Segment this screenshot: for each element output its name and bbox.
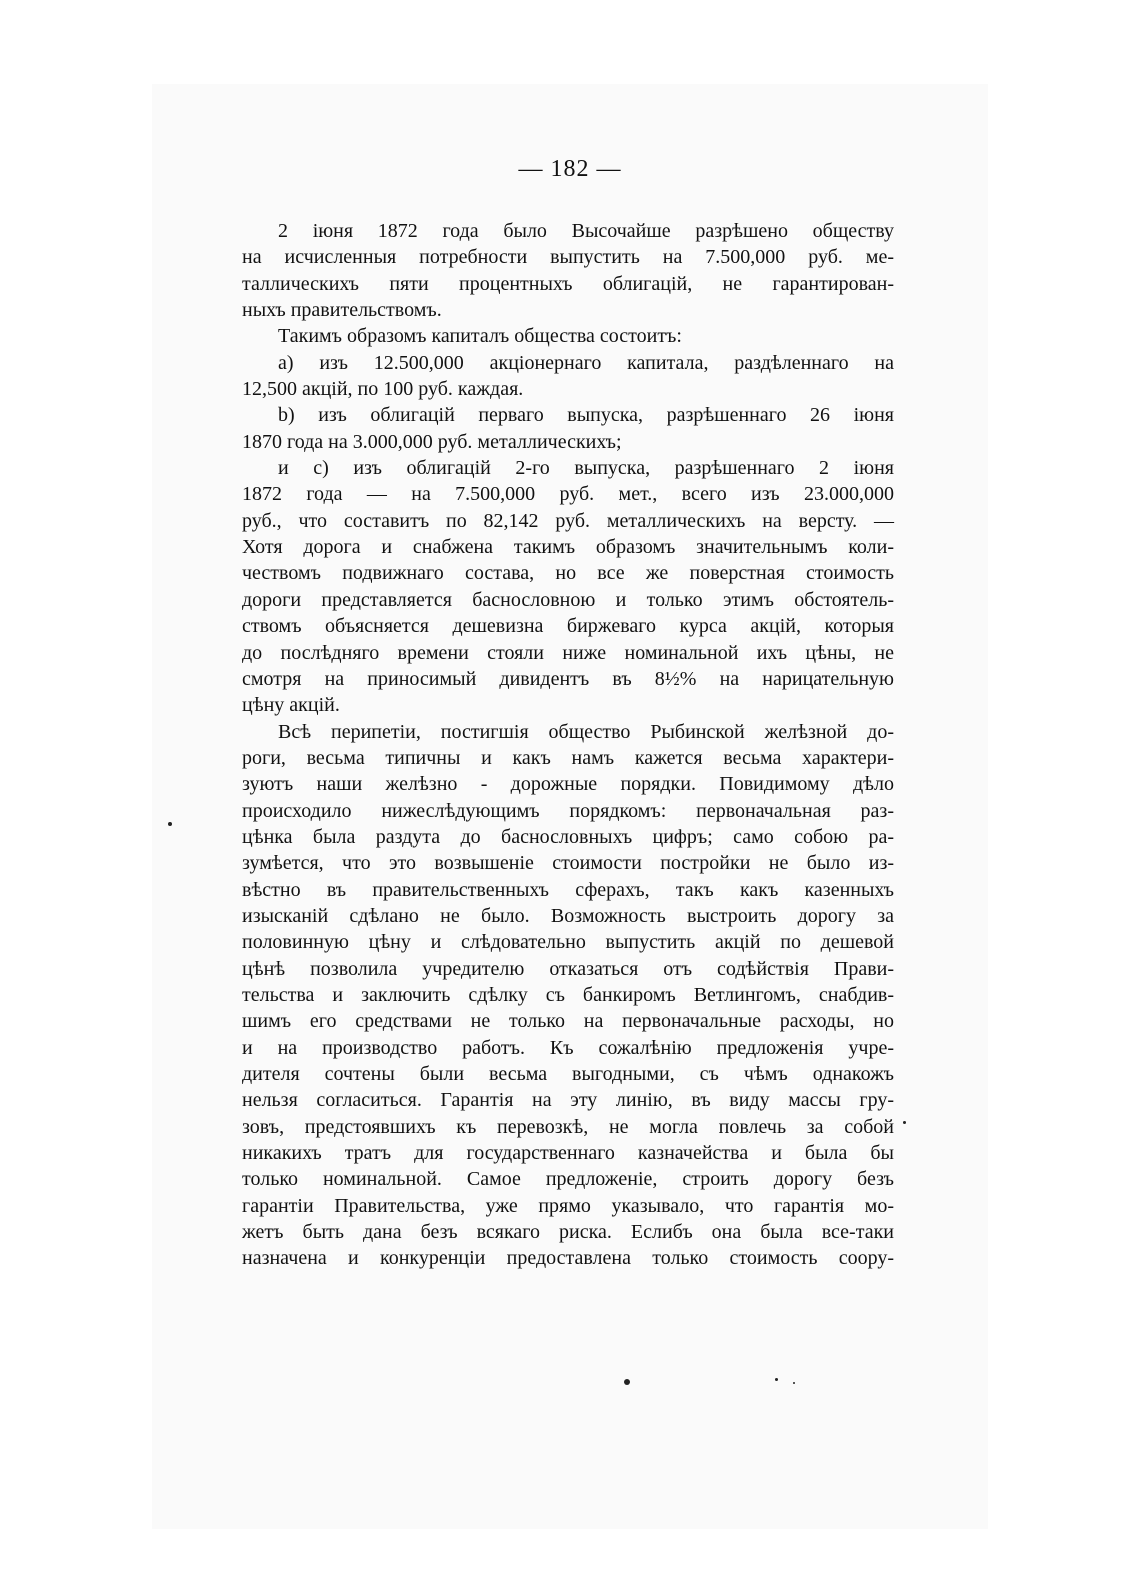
text-line: цѣнѣ позволила учредителю отказаться отъ содѣйствія Прави- [242, 957, 894, 980]
text-line: 12,500 акцій, по 100 руб. каждая. [242, 378, 524, 401]
text-line: и с) изъ облигацій 2-го выпуска, разрѣшеннаго 2 іюня [278, 457, 894, 480]
text-line: цѣнка была раздута до баснословныхъ цифръ; само собою ра- [242, 825, 894, 848]
text-line: Всѣ перипетіи, постигшія общество Рыбинской желѣзной до- [278, 720, 894, 743]
text-line: Хотя дорога и снабжена такимъ образомъ значительнымъ коли- [242, 536, 894, 559]
text-line: жетъ быть дана безъ всякаго риска. Еслибъ она была все-таки [242, 1221, 894, 1244]
text-line: до послѣдняго времени стояли ниже номинальной ихъ цѣны, не [242, 641, 894, 664]
text-line: 1872 года — на 7.500,000 руб. мет., всего изъ 23.000,000 [242, 483, 894, 506]
text-line: никакихъ тратъ для государственнаго казначейства и была бы [242, 1142, 894, 1165]
scan-speck [903, 1121, 906, 1124]
text-line: и на производство работъ. Къ сожалѣнію предложенія учре- [242, 1036, 894, 1059]
text-line: гарантіи Правительства, уже прямо указывало, что гарантія мо- [242, 1194, 894, 1217]
scan-speck [624, 1379, 630, 1385]
scan-speck [793, 1382, 795, 1384]
text-line: на исчисленныя потребности выпустить на 7.500,000 руб. ме- [242, 246, 894, 269]
text-line: смотря на приносимый дивидентъ въ 8½% на нарицательную [242, 667, 894, 690]
text-line: изысканій сдѣлано не было. Возможность выстроить дорогу за [242, 904, 894, 927]
text-line: происходило нижеслѣдующимъ порядкомъ: первоначальная раз- [242, 799, 894, 822]
text-line: зуютъ наши желѣзно - дорожные порядки. Повидимому дѣло [242, 773, 894, 796]
text-line: половинную цѣну и слѣдовательно выпустить акцій по дешевой [242, 931, 894, 954]
text-line: шимъ его средствами не только на первоначальные расходы, но [242, 1010, 894, 1033]
text-line: 1870 года на 3.000,000 руб. металлическихъ; [242, 430, 622, 453]
page-number: — 182 — [518, 156, 622, 182]
text-line: чествомъ подвижнаго состава, но все же поверстная стоимость [242, 562, 894, 585]
text-line: дителя сочтены были весьма выгодными, съ чѣмъ однакожъ [242, 1063, 894, 1085]
text-line: только номинальной. Самое предложеніе, строить дорогу безъ [242, 1168, 894, 1191]
text-line: назначена и конкуренціи предоставлена только стоимость соору- [242, 1247, 894, 1270]
text-line: тельства и заключить сдѣлку съ банкиромъ Ветлингомъ, снабдив- [242, 983, 894, 1006]
scan-speck [168, 822, 172, 826]
text-line: роги, весьма типичны и какъ намъ кажется весьма характери- [242, 746, 894, 769]
text-line: нельзя согласиться. Гарантія на эту линію, въ виду массы гру- [242, 1089, 894, 1112]
scan-speck [775, 1378, 778, 1381]
text-line: таллическихъ пяти процентныхъ облигацій, не гарантирован- [242, 272, 894, 295]
text-line: цѣну акцій. [242, 694, 340, 717]
text-line: b) изъ облигацій перваго выпуска, разрѣшеннаго 26 іюня [278, 404, 894, 427]
text-line: 2 іюня 1872 года было Высочайше разрѣшено обществу [278, 220, 894, 242]
text-line: дороги представляется баснословною и только этимъ обстоятель- [242, 588, 894, 611]
text-line: вѣстно въ правительственныхъ сферахъ, такъ какъ казенныхъ [242, 878, 894, 901]
text-line: ствомъ объясняется дешевизна биржеваго курса акцій, которыя [242, 615, 894, 638]
body-text [242, 218, 894, 1272]
text-line: ныхъ правительствомъ. [242, 299, 442, 322]
text-line: а) изъ 12.500,000 акціонернаго капитала, раздѣленнаго на [278, 351, 894, 374]
text-line: зумѣется, что это возвышеніе стоимости постройки не было из- [242, 852, 894, 875]
text-line: зовъ, предстоявшихъ къ перевозкѣ, не могла повлечь за собой [242, 1115, 894, 1138]
text-line: Такимъ образомъ капиталъ общества состоитъ: [278, 325, 682, 348]
text-line: руб., что составитъ по 82,142 руб. металлическихъ на версту. — [242, 509, 894, 532]
